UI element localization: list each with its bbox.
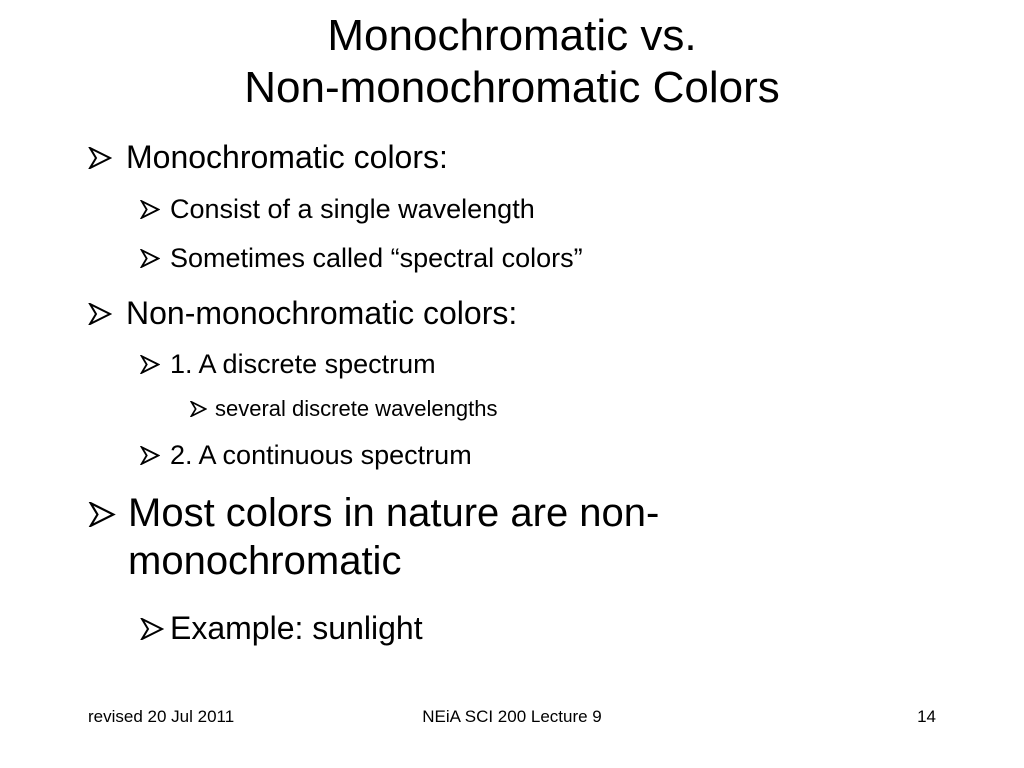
bullet-single-wavelength (140, 192, 535, 226)
bullet-nature-colors (88, 489, 659, 585)
bullet-monochromatic (88, 137, 448, 177)
arrow-bullet-icon (140, 446, 160, 465)
bullet-discrete-spectrum (140, 347, 436, 381)
slide-title (0, 10, 1024, 114)
bullet-text: 1. A discrete spectrum (170, 349, 436, 379)
bullet-text-block (128, 489, 659, 585)
arrow-bullet-icon (190, 401, 207, 417)
footer-revised-date: revised 20 Jul 2011 (88, 707, 235, 726)
bullet-example-sunlight (140, 608, 423, 648)
bullet-discrete-wavelengths (190, 395, 497, 423)
arrow-bullet-icon (140, 618, 164, 640)
arrow-bullet-icon (140, 200, 160, 219)
bullet-text: Non-monochromatic colors: (126, 295, 518, 331)
arrow-bullet-icon (88, 303, 112, 325)
footer-course-title: NEiA SCI 200 Lecture 9 (422, 707, 602, 726)
bullet-text-line-1: Most colors in nature are non- (128, 491, 660, 535)
arrow-bullet-icon (140, 355, 160, 374)
bullet-text: Consist of a single wavelength (170, 194, 535, 224)
bullet-text-line-2: monochromatic (128, 539, 402, 583)
title-line-1: Monochromatic vs. (327, 11, 697, 60)
arrow-bullet-icon (88, 147, 112, 169)
arrow-bullet-icon (88, 502, 116, 527)
arrow-bullet-icon (140, 249, 160, 268)
title-line-2: Non-monochromatic Colors (244, 63, 780, 112)
footer-page-number: 14 (917, 707, 936, 726)
bullet-text: several discrete wavelengths (215, 396, 498, 421)
bullet-text: 2. A continuous spectrum (170, 440, 472, 470)
bullet-text: Example: sunlight (170, 610, 423, 646)
bullet-continuous-spectrum (140, 438, 472, 472)
bullet-spectral-colors (140, 241, 583, 275)
bullet-text: Monochromatic colors: (126, 139, 448, 175)
bullet-non-monochromatic (88, 293, 517, 333)
bullet-text: Sometimes called “spectral colors” (170, 243, 583, 273)
